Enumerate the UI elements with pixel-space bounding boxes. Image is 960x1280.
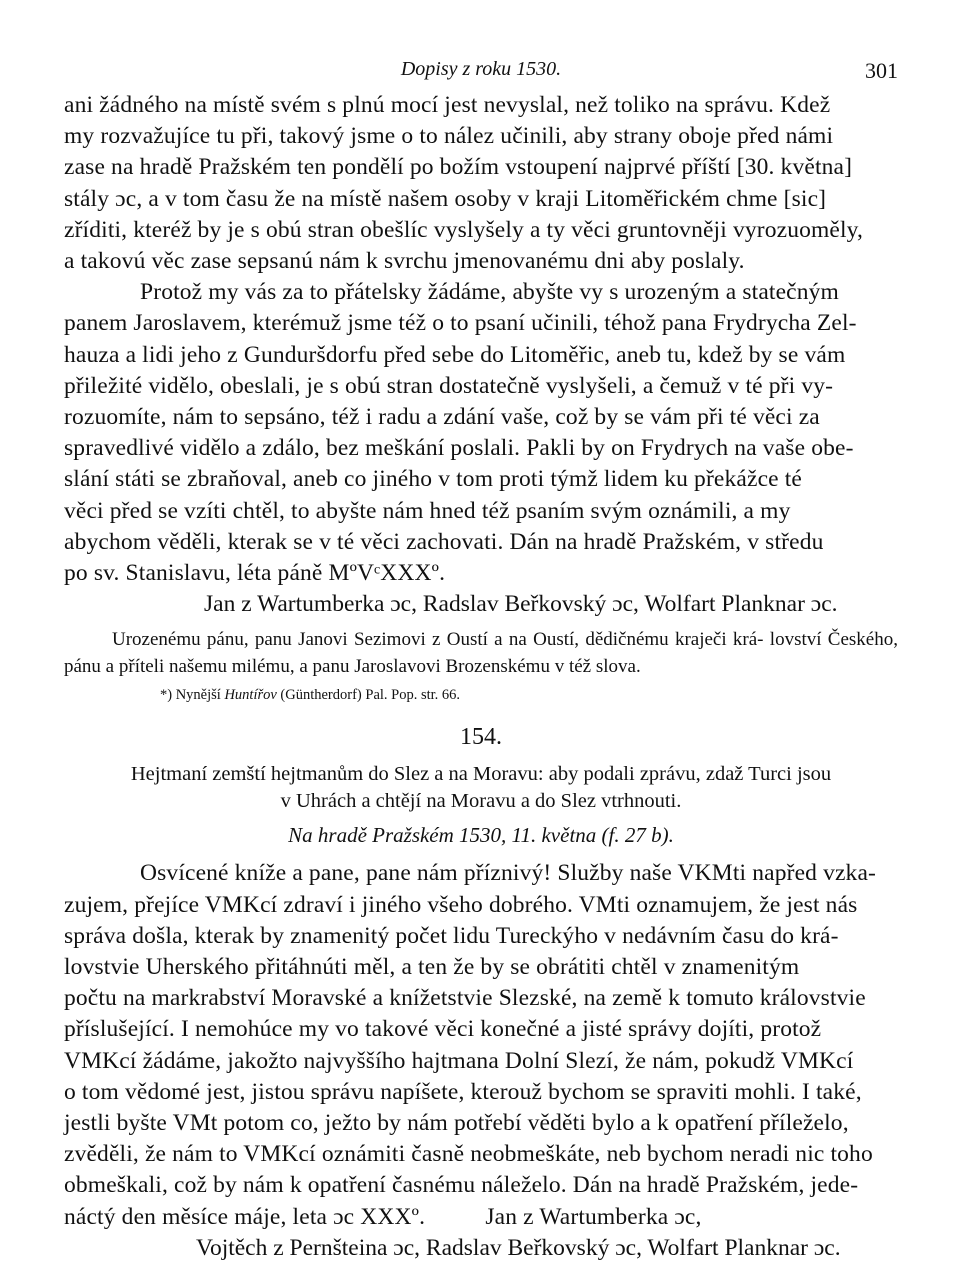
text-line: my rozvažujíce tu při, takový jsme o to nález učinili, aby strany oboje před námi [64, 123, 834, 150]
text-line: stály ɔc, a v tom času že na místě našem osoby v kraji Litoměřickém chme [sic] [64, 185, 827, 212]
text-line: zase na hradě Pražském ten pondělí po božím vstoupení najprvé příští [30. května] [64, 154, 853, 181]
doc153-paragraph-2 [64, 277, 898, 589]
text-line: počtu na markrabství Moravské a knížetstvie Slezské, na země k tomuto královstvie [64, 985, 866, 1012]
footnote [160, 684, 898, 706]
text-line: obmeškali, což by nám k opatření časnému náleželo. Dán na hradě Pražském, jede- [64, 1172, 859, 1199]
text-line: slání státi se zbraňoval, aneb co jiného v tom proti týmž lidem ku překážce té [64, 466, 803, 493]
book-page [64, 50, 898, 1264]
text-line: náctý den měsíce máje, leta ɔc XXXº. Jan z Wartumberka ɔc, [64, 1203, 702, 1230]
footnote-place: Huntířov [224, 687, 277, 704]
text-line: zvěděli, že nám to VMKcí oznámiti časně neobmeškáte, neb bychom neradi nic toho [64, 1141, 873, 1168]
text-line: jestli byšte VMt potom co, ježto by nám potřebí věděti bylo a k opatření příleželo, [64, 1110, 849, 1137]
text-line: Protož my vás za to přátelsky žádáme, abyšte vy s urozeným a statečným [140, 279, 839, 306]
doc153-signers: Jan z Wartumberka ɔc, Radslav Beřkovský ɔc, Wolfart Planknar ɔc. [204, 591, 838, 618]
address-line: Urozenému pánu, panu Janovi Sezimovi z Oustí a na Oustí, dědičnému kraječi krá- [112, 629, 764, 651]
text-line: správa došla, kterak by znamenitý počet lidu Tureckýho v nedávním času do krá- [64, 922, 839, 949]
doc154-signers: Vojtěch z Pernšteina ɔc, Radslav Beřkovský ɔc, Wolfart Planknar ɔc. [196, 1234, 841, 1261]
text-line: po sv. Stanislavu, léta páně MºVᶜXXXº. [64, 560, 446, 587]
address-line: lovství Českého, pánu a příteli našemu milému, a panu Jaroslavovi Brozenskému v též slova. [64, 629, 898, 678]
summary-line: Hejtmaní zemští hejtmanům do Slez a na Moravu: aby podali zprávu, zdaž Turci jsou [130, 763, 832, 786]
text-line: panem Jaroslavem, kterémuž jsme též o to psaní učinili, téhož pana Frydrycha Zel- [64, 310, 857, 337]
text-line: abychom věděli, kterak se v té věci zachovati. Dán na hradě Pražském, v středu [64, 528, 824, 555]
text-line: zujem, přejíce VMKcí zdraví i jiného všeho dobrého. VMti oznamujem, že jest nás [64, 891, 858, 918]
document-place-date: Na hradě Pražském 1530, 11. května (f. 27 b). [288, 823, 674, 848]
doc153-paragraph-1 [64, 90, 898, 277]
text-line: přiležité vidělo, obeslali, je s obú stran dostatečně vyslyšeli, a čemuž v té při vy- [64, 372, 834, 399]
document-number: 154. [460, 724, 502, 751]
text-line: VMKcí žádáme, jakožto najvyššího hajtmana Dolní Slezí, že nám, pokudž VMKcí [64, 1047, 854, 1074]
document-summary [64, 761, 898, 815]
page-number: 301 [865, 58, 898, 83]
text-line: a takovú věc zase sepsanú nám k svrchu jmenovanému dni aby poslaly. [64, 248, 745, 275]
footnote-suffix: (Güntherdorf) Pal. Pop. str. 66. [276, 687, 461, 704]
text-line: věci před se vzíti chtěl, to abyšte nám hned též psaním svým oznámili, a my [64, 497, 791, 524]
summary-line: v Uhrách a chtějí na Moravu a do Slez vtrhnouti. [280, 790, 682, 813]
text-line: lovstvie Uherského přitáhnúti měl, a ten že by se obrátiti chtěl v znamenitým [64, 954, 800, 981]
doc154-body [64, 858, 898, 1232]
running-title: Dopisy z roku 1530. [400, 58, 562, 80]
text-line: příslušející. I nemohúce my vo takové věci konečné a jisté správy dojíti, protož [64, 1016, 822, 1043]
footnote-prefix: *) Nynější [160, 687, 225, 704]
text-line: spravedlivé vidělo a zdálo, bez meškání poslali. Pakli by on Frydrych na vaše obe- [64, 435, 854, 462]
text-line: hauza a lidi jeho z Gunduršdorfu před sebe do Litoměřic, aneb tu, kdež by se vám [64, 341, 846, 368]
text-line: o tom vědomé jest, jistou správu napíšete, kterouž bychom se spraviti mohli. I také, [64, 1078, 862, 1105]
text-line: rozuomíte, nám to sepsáno, též i radu a zdání vaše, což by se vám při té věci za [64, 404, 820, 431]
text-line: zříditi, kteréž by je s obú stran obešlíc vyslyšely a ty věci gruntovněji vyrozuoměly, [64, 216, 864, 243]
page-header [64, 50, 898, 90]
doc153-address [64, 626, 898, 680]
text-line: Osvícené kníže a pane, pane nám příznivý! Služby naše VKMti napřed vzka- [140, 860, 877, 887]
text-line: ani žádného na místě svém s plnú mocí jest nevyslal, než toliko na správu. Kdež [64, 92, 831, 118]
